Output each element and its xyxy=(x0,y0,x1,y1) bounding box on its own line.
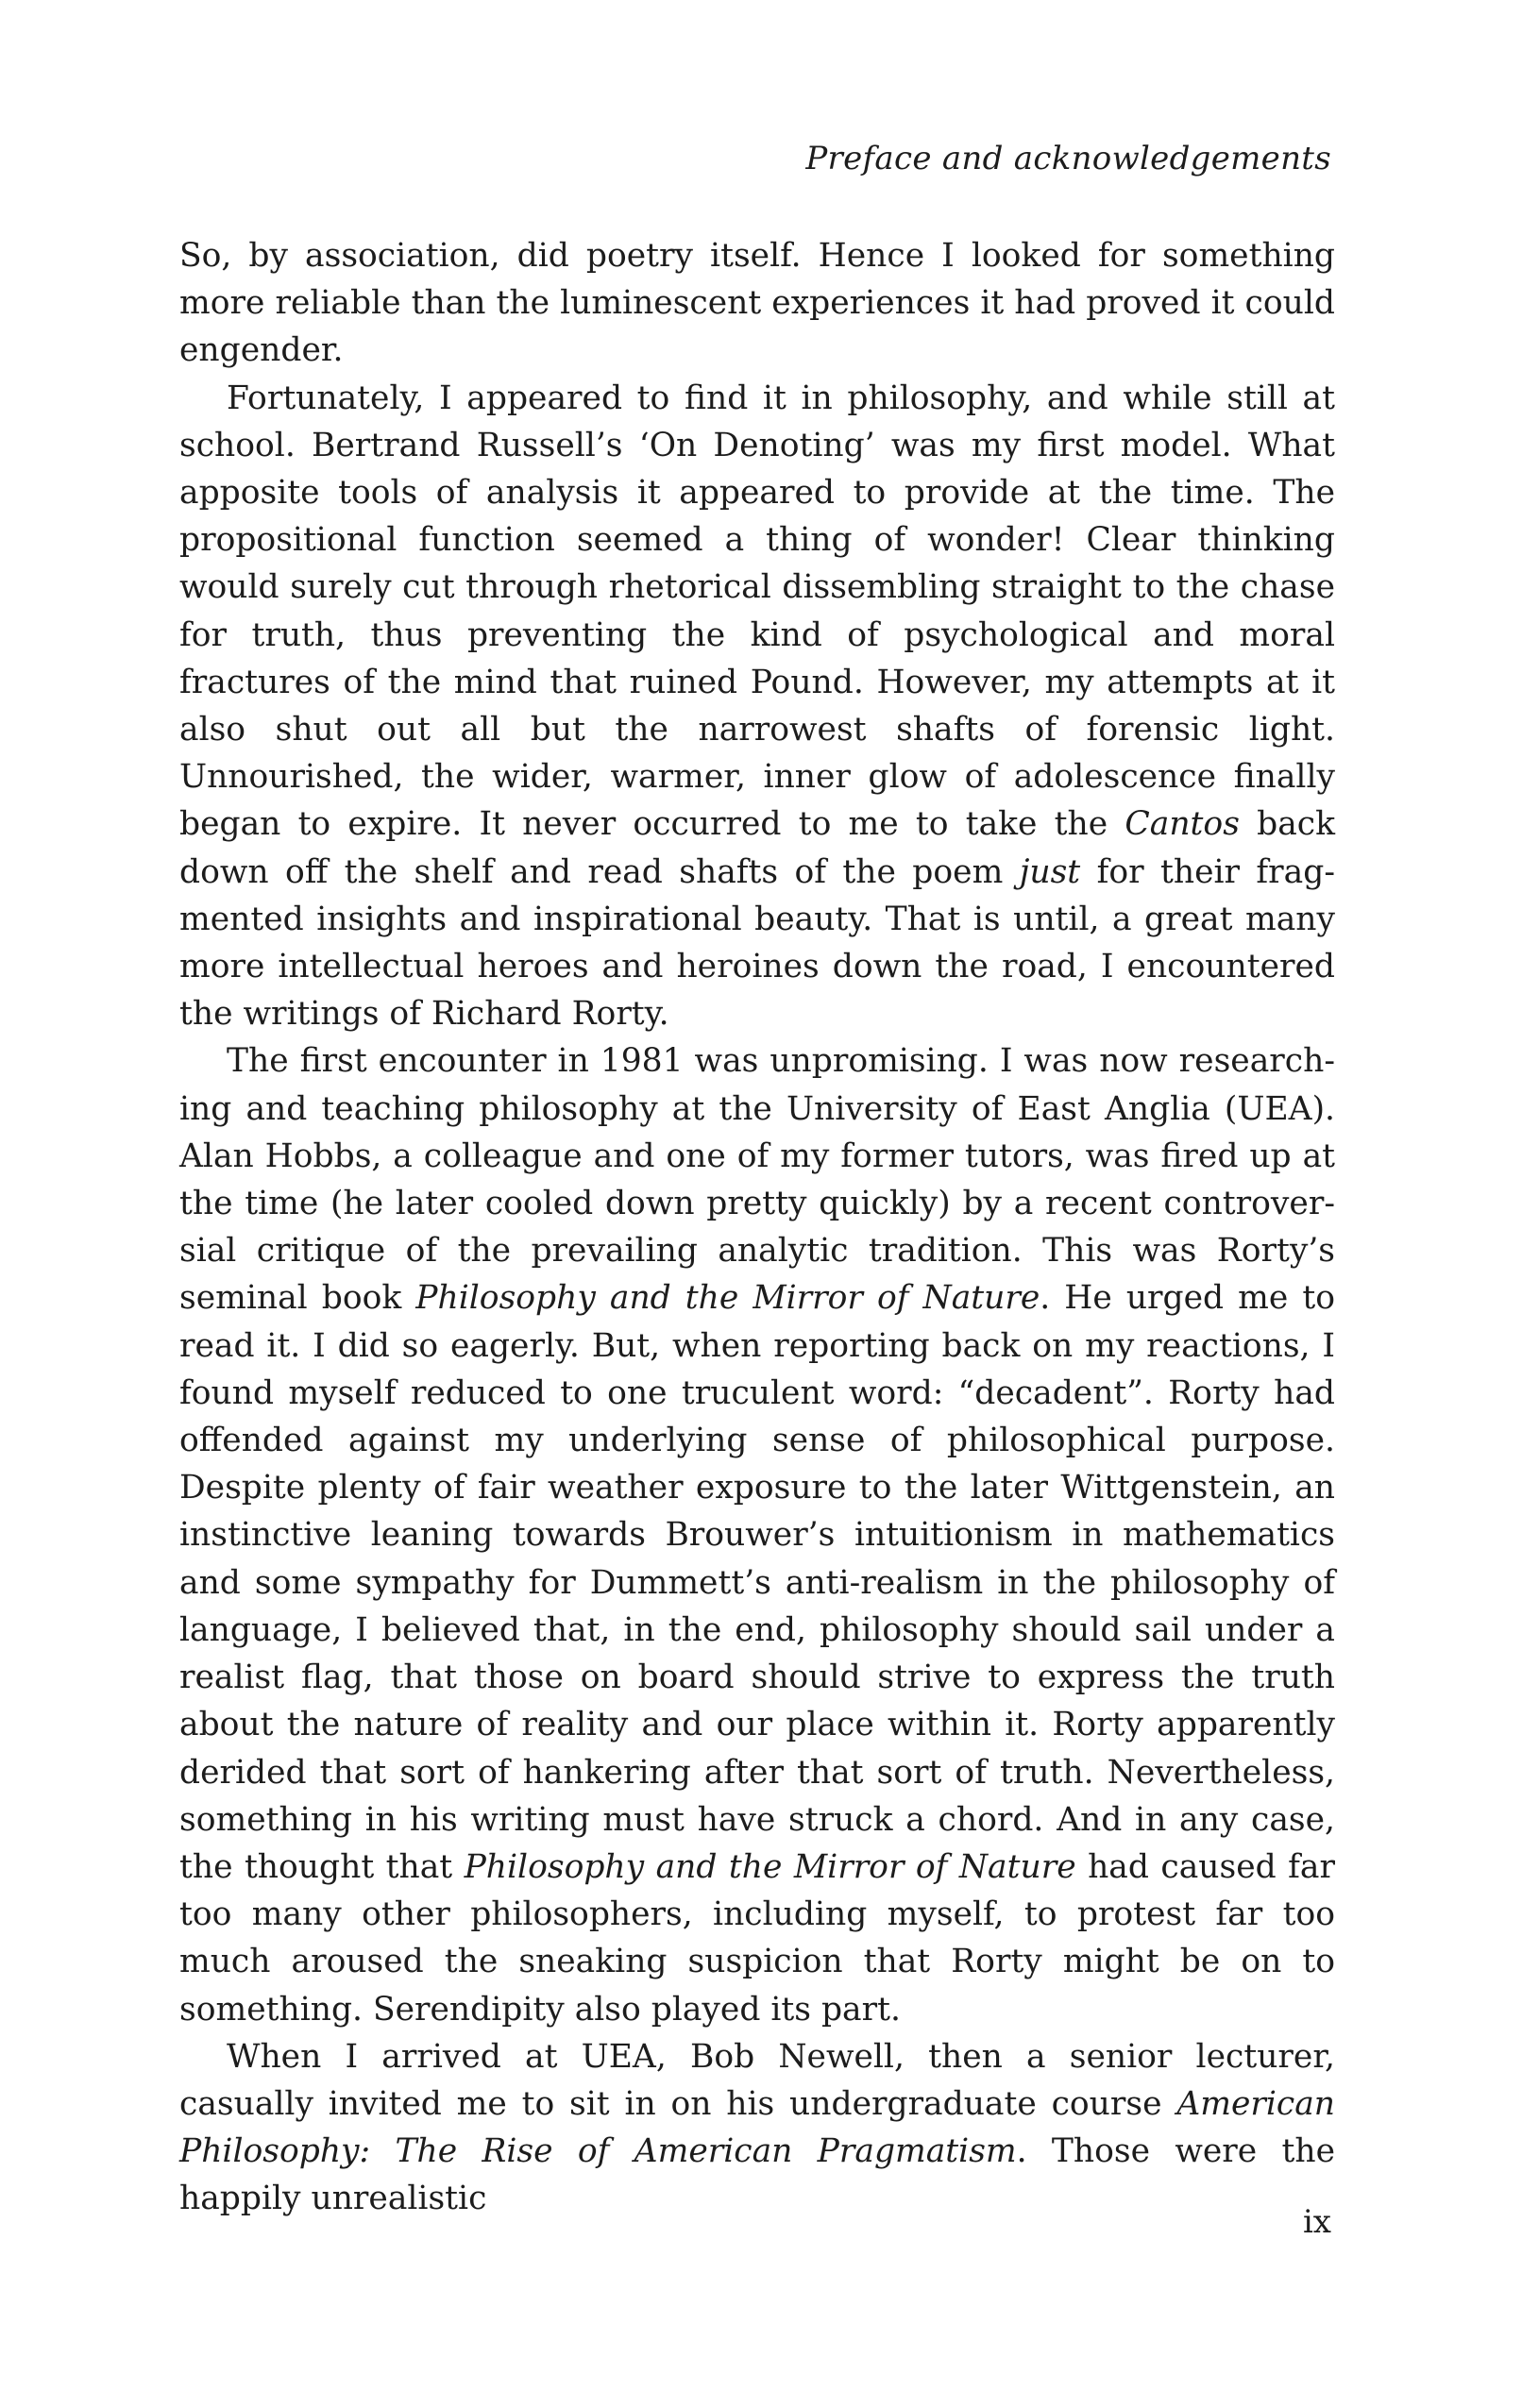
text-run: Fortunately, I appeared to find it in philosophy, and while still at school. Bertrand Russell’s ‘On Denoting’ was my first model. What apposite tools of analysis it appeared to provide at the time. The propositional function seemed a thing of wonder! Clear thinking would surely cut through rhetorical dissembling straight to the chase for truth, thus preventing the kind of psychological and moral fractures of the mind that ruined Pound. However, my attempts at it also shut out all but the narrowest shafts of forensic light. Unnourished, the wider, warmer, inner glow of adolescence finally began to expire. It never occurred to me to take the xyxy=(179,379,1335,844)
text-run: So, by association, did poetry itself. Hence I looked for something more reliable than the luminescent experiences it had proved it could engender. xyxy=(179,237,1335,370)
text-run: The first encounter in 1981 was unpromising. I was now researching and teaching philosophy at the University of East Anglia (UEA). Alan Hobbs, a colleague and one of my former tutors, was fired up at the time (he later cooled down pretty quickly) by a recent controversial critique of the prevailing analytic tradition. This was Rorty’s seminal book xyxy=(179,1042,1335,1318)
text-run: When I arrived at UEA, Bob Newell, then a senior lecturer, casually invited me to sit in on his undergraduate course xyxy=(179,2037,1335,2123)
paragraph xyxy=(179,1037,1335,2032)
running-head: Preface and acknowledgements xyxy=(805,140,1331,177)
text-run: for their fragmented insights and inspirational beauty. That is until, a great many more intellectual heroes and heroines down the road, I encountered the writings of Richard Rorty. xyxy=(179,852,1335,1034)
paragraph xyxy=(179,232,1335,375)
paragraph xyxy=(179,375,1335,1038)
text-run: . He urged me to read it. I did so eagerly. But, when reporting back on my reactions, I found myself reduced to one truculent word: “decadent”. Rorty had offended against my underlying sense of philosophical purpose. Despite plenty of fair weather exposure to the later Wittgenstein, an instinctive leaning towards Brouwer’s intuitionism in mathematics and some sympathy for Dummett’s anti-realism in the philosophy of language, I believed that, in the end, philosophy should sail under a realist flag, that those on board should strive to express the truth about the nature of reality and our place within it. Rorty apparently derided that sort of hankering after that sort of truth. Nevertheless, something in his writing must have struck a chord. And in any case, the thought that xyxy=(179,1279,1335,1886)
italic-text: Philosophy and the Mirror of Nature xyxy=(415,1279,1040,1318)
body-text xyxy=(179,232,1335,2223)
paragraph xyxy=(179,2033,1335,2223)
text-run: . Those were the happily unrealistic xyxy=(179,2132,1335,2218)
italic-text: Cantos xyxy=(1125,805,1240,844)
italic-text: Philosophy and the Mirror of Nature xyxy=(464,1847,1076,1886)
text-run: had caused far too many other philosophers, including myself, to protest far too much aroused the sneaking suspicion that Rorty might be on to something. Serendipity also played its part. xyxy=(179,1847,1335,2029)
text-run: back down off the shelf and read shafts of the poem xyxy=(179,805,1335,891)
italic-text: just xyxy=(1019,852,1081,891)
italic-text: American Philosophy: The Rise of American Pragmatism xyxy=(179,2084,1335,2171)
page-number: ix xyxy=(1302,2203,1331,2241)
